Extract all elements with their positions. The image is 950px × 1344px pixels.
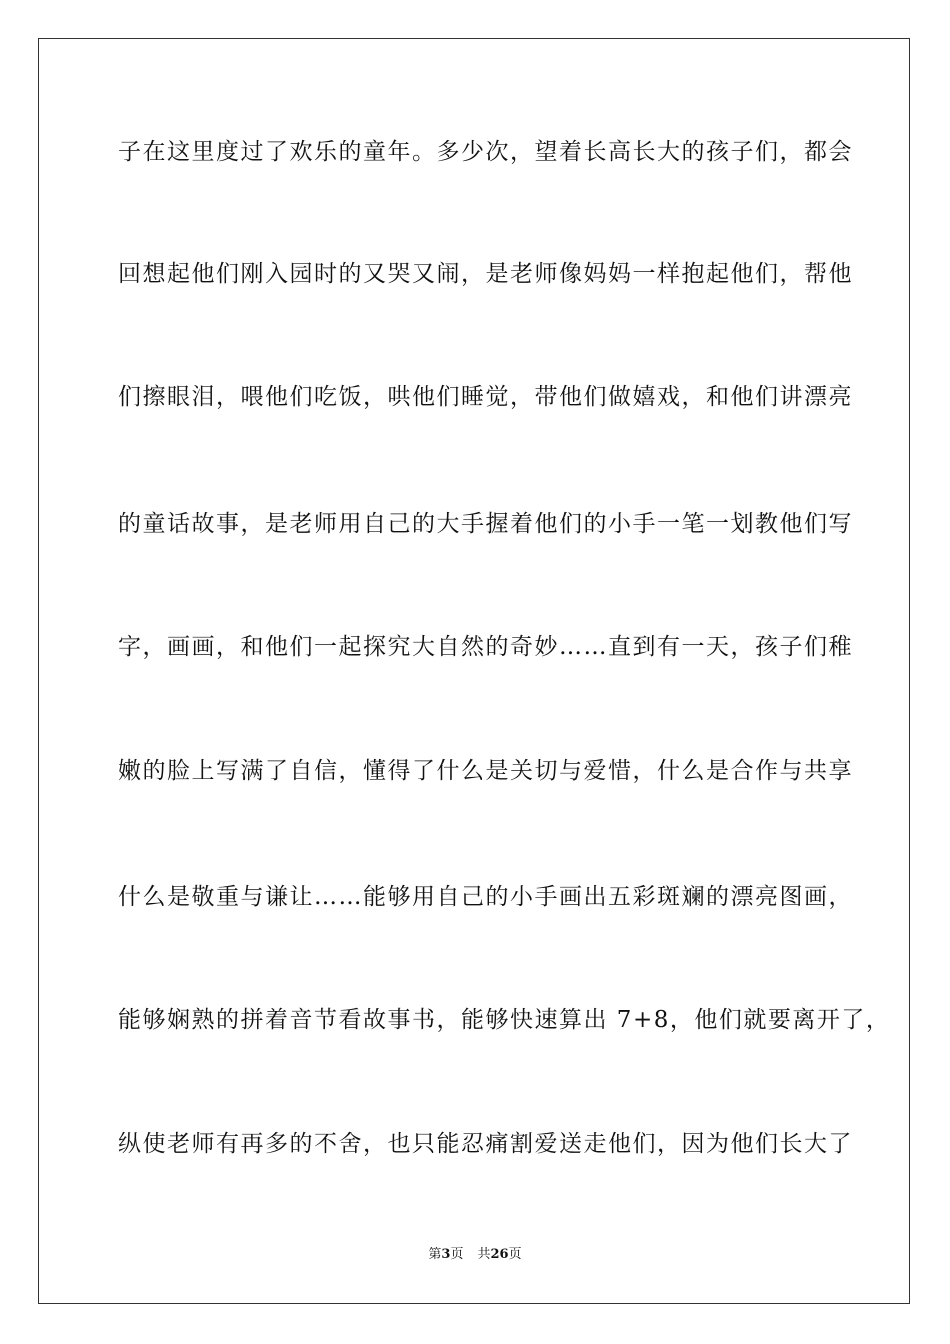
total-suffix: 页 <box>508 1247 522 1262</box>
total-pages: 26 <box>490 1247 509 1262</box>
paragraph-line: 们擦眼泪，喂他们吃饭，哄他们睡觉，带他们做嬉戏，和他们讲漂亮 <box>118 384 853 410</box>
paragraph-line: 能够娴熟的拼着音节看故事书，能够快速算出 7+8，他们就要离开了， <box>118 1007 891 1033</box>
paragraph-line: 回想起他们刚入园时的又哭又闹，是老师像妈妈一样抱起他们，帮他 <box>118 261 853 287</box>
page-border <box>38 38 910 1304</box>
page-footer <box>0 1246 950 1264</box>
paragraph-line: 子在这里度过了欢乐的童年。多少次，望着长高长大的孩子们，都会 <box>118 139 853 165</box>
page-suffix: 页 <box>450 1247 464 1262</box>
page-number: 3 <box>441 1247 451 1262</box>
page-prefix: 第 <box>428 1247 442 1262</box>
paragraph-line: 什么是敬重与谦让……能够用自己的小手画出五彩斑斓的漂亮图画， <box>118 884 853 910</box>
paragraph-line: 字，画画，和他们一起探究大自然的奇妙……直到有一天，孩子们稚 <box>118 634 853 660</box>
paragraph-line: 嫩的脸上写满了自信，懂得了什么是关切与爱惜，什么是合作与共享 <box>118 758 853 784</box>
total-prefix: 共 <box>477 1247 491 1262</box>
paragraph-line: 的童话故事，是老师用自己的大手握着他们的小手一笔一划教他们写 <box>118 511 853 537</box>
paragraph-line: 纵使老师有再多的不舍，也只能忍痛割爱送走他们，因为他们长大了 <box>118 1131 853 1157</box>
